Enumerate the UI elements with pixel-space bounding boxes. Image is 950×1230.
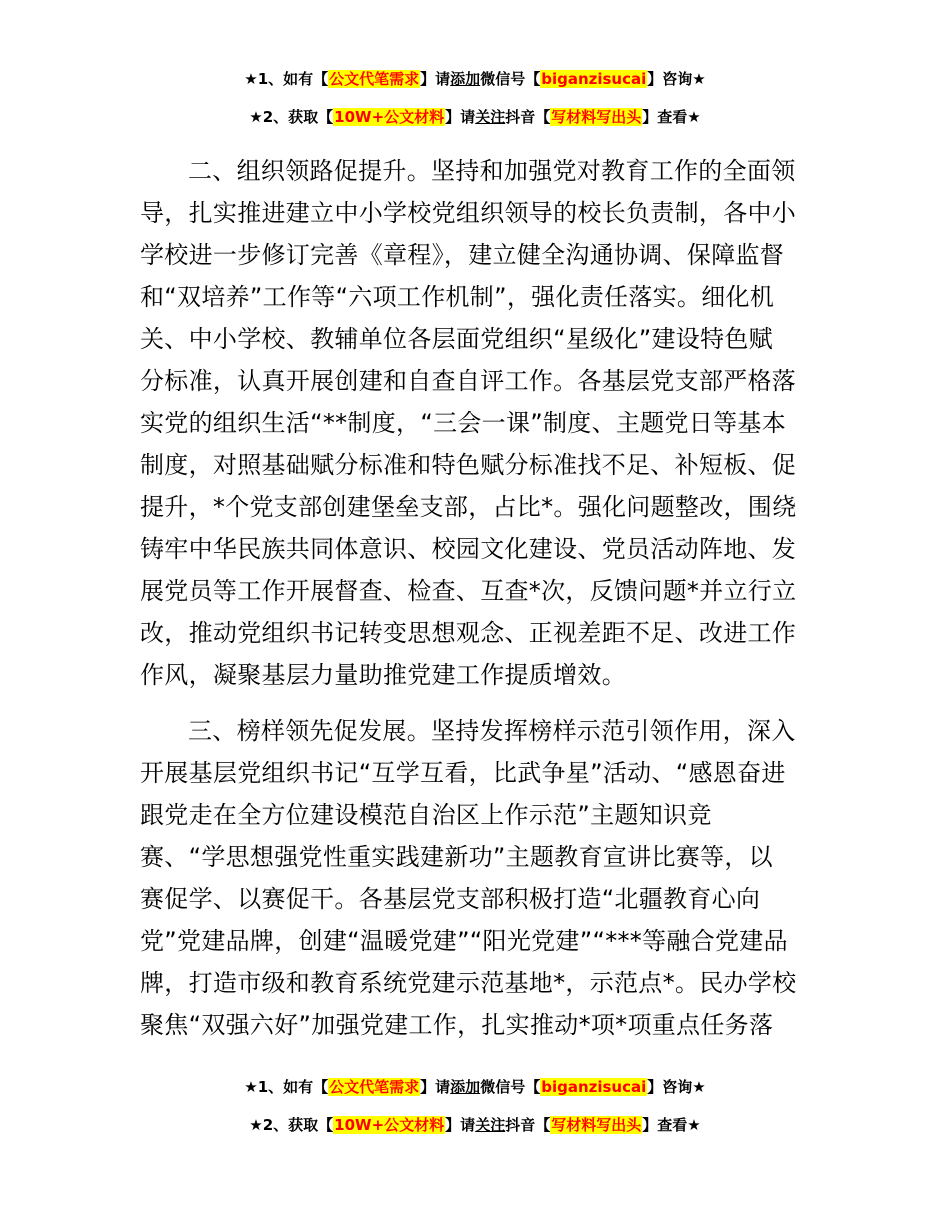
text-line: 牌，打造市级和教育系统党建示范基地*，示范点*。民办学校 <box>140 969 797 997</box>
text-line: 学校进一步修订完善《章程》，建立健全沟通协调、保障监督 <box>140 241 785 269</box>
star-icon: ★ <box>249 1116 263 1134</box>
top-banner-line-1 <box>0 68 950 90</box>
star-icon: ★ <box>687 108 701 126</box>
text-line: 提升，*个党支部创建堡垒支部，占比*。强化问题整改，围绕 <box>140 493 797 521</box>
text-line: 导，扎实推进建立中小学校党组织领导的校长负责制，各中小 <box>140 199 797 227</box>
banner-text: 微信号【 <box>480 1078 541 1096</box>
banner-text: 】查看 <box>642 108 688 126</box>
banner-text: 】查看 <box>642 1116 688 1134</box>
banner-text: 】请 <box>445 1116 476 1134</box>
text-line: 党”党建品牌，创建“温暖党建”“阳光党建”“***等融合党建品 <box>140 927 788 955</box>
underlined-action: 添加 <box>450 70 481 88</box>
banner-text: 】咨询 <box>647 70 693 88</box>
highlight-service: 公文代笔需求 <box>329 1078 420 1096</box>
star-icon: ★ <box>692 70 706 88</box>
highlight-douyin-account: 写材料写出头 <box>551 1116 642 1134</box>
bottom-banner-line-2 <box>0 1114 950 1136</box>
highlight-wechat-id: biganzisucai <box>541 70 647 88</box>
text-line: 跟党走在全方位建设模范自治区上作示范”主题知识竞 <box>140 801 712 829</box>
text-line: 赛促学、以赛促干。各基层党支部积极打造“北疆教育心向 <box>140 885 761 913</box>
highlight-service: 公文代笔需求 <box>329 70 420 88</box>
text-line: 展党员等工作开展督查、检查、互查*次，反馈问题*并立行立 <box>140 577 797 605</box>
text-line: 开展基层党组织书记“互学互看，比武争星”活动、“感恩奋进 <box>140 759 786 787</box>
text-line: 和“双培养”工作等“六项工作机制”，强化责任落实。细化机 <box>140 283 775 311</box>
banner-text: 】请 <box>445 108 476 126</box>
star-icon: ★ <box>244 1078 258 1096</box>
text-line: 赛、“学思想强党性重实践建新功”主题教育宣讲比赛等，以 <box>140 843 773 871</box>
paragraph-organization <box>140 150 812 696</box>
bottom-banner-line-1 <box>0 1076 950 1098</box>
banner-text: 2、获取【 <box>262 1116 334 1134</box>
highlight-materials: 10W+公文材料 <box>334 108 445 126</box>
banner-text: 抖音【 <box>505 108 551 126</box>
banner-text: 2、获取【 <box>262 108 334 126</box>
star-icon: ★ <box>692 1078 706 1096</box>
text-line: 实党的组织生活“**制度，“三会一课”制度、主题党日等基本 <box>140 409 786 437</box>
text-line: 聚焦“双强六好”加强党建工作，扎实推动*项*项重点任务落 <box>140 1011 774 1039</box>
text-line: 制度，对照基础赋分标准和特色赋分标准找不足、补短板、促 <box>140 451 797 479</box>
text-line: 分标准，认真开展创建和自查自评工作。各基层党支部严格落 <box>140 367 797 395</box>
text-line: 三、榜样领先促发展。坚持发挥榜样示范引领作用，深入 <box>188 717 796 745</box>
text-line: 作风，凝聚基层力量助推党建工作提质增效。 <box>140 661 626 689</box>
banner-text: 】请 <box>420 1078 451 1096</box>
text-line: 铸牢中华民族共同体意识、校园文化建设、党员活动阵地、发 <box>140 535 797 563</box>
banner-text: 1、如有【 <box>257 70 329 88</box>
banner-text: 】咨询 <box>647 1078 693 1096</box>
paragraph-role-models <box>140 710 812 1046</box>
document-body <box>140 150 812 1046</box>
star-icon: ★ <box>687 1116 701 1134</box>
underlined-action: 添加 <box>450 1078 481 1096</box>
star-icon: ★ <box>244 70 258 88</box>
banner-text: 】请 <box>420 70 451 88</box>
banner-text: 微信号【 <box>480 70 541 88</box>
top-banner-line-2 <box>0 106 950 128</box>
star-icon: ★ <box>249 108 263 126</box>
banner-text: 抖音【 <box>505 1116 551 1134</box>
text-line: 关、中小学校、教辅单位各层面党组织“星级化”建设特色赋 <box>140 325 773 353</box>
text-line: 改，推动党组织书记转变思想观念、正视差距不足、改进工作 <box>140 619 797 647</box>
text-line: 二、组织领路促提升。坚持和加强党对教育工作的全面领 <box>188 157 796 185</box>
highlight-wechat-id: biganzisucai <box>541 1078 647 1096</box>
underlined-action: 关注 <box>475 1116 506 1134</box>
highlight-materials: 10W+公文材料 <box>334 1116 445 1134</box>
highlight-douyin-account: 写材料写出头 <box>551 108 642 126</box>
underlined-action: 关注 <box>475 108 506 126</box>
banner-text: 1、如有【 <box>257 1078 329 1096</box>
